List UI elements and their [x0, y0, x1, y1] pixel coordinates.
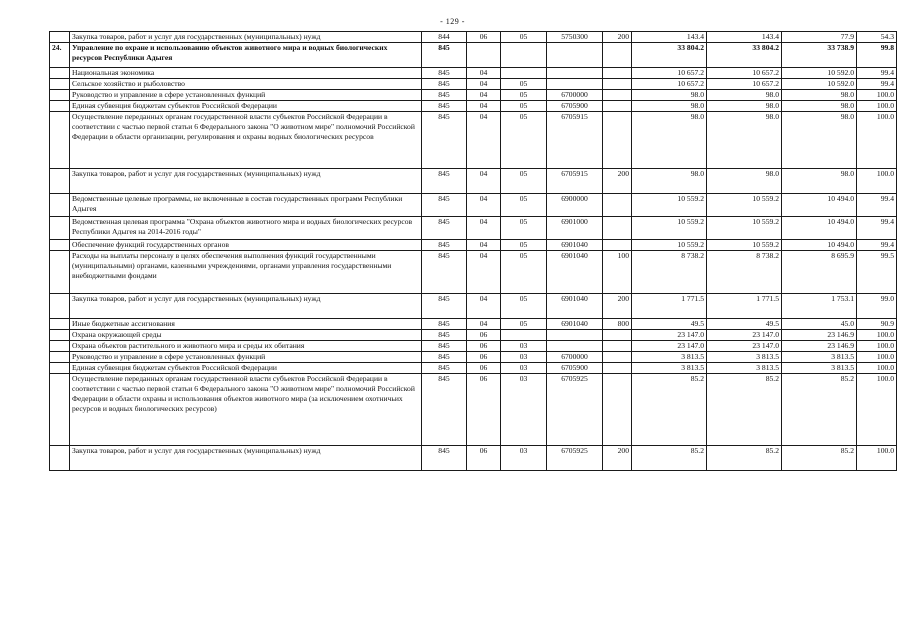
row-number-cell: [50, 330, 70, 341]
row-number-cell: [50, 446, 70, 471]
row-number-cell: [50, 319, 70, 330]
ministry-code-cell: 845: [422, 352, 467, 363]
section-code-cell: [467, 43, 501, 68]
approved-amount-cell: 23 147.0: [632, 330, 707, 341]
section-code-cell: 04: [467, 169, 501, 194]
table-row: [50, 341, 897, 352]
execution-percent-cell: 100.0: [857, 90, 897, 101]
expense-type-code-cell: [603, 112, 632, 169]
expense-type-code-cell: [603, 374, 632, 446]
table-row: [50, 251, 897, 294]
section-code-cell: 04: [467, 251, 501, 294]
expense-name-cell: Руководство и управление в сфере установленных функций: [70, 352, 422, 363]
section-code-cell: 06: [467, 363, 501, 374]
table-row: [50, 194, 897, 217]
ministry-code-cell: 845: [422, 240, 467, 251]
expense-name-cell: Единая субвенция бюджетам субъектов Российской Федерации: [70, 101, 422, 112]
section-code-cell: 06: [467, 32, 501, 43]
section-code-cell: 06: [467, 341, 501, 352]
expense-type-code-cell: 200: [603, 294, 632, 319]
target-article-code-cell: [547, 330, 603, 341]
row-number-cell: [50, 251, 70, 294]
executed-amount-cell: 33 738.9: [782, 43, 857, 68]
ministry-code-cell: 845: [422, 363, 467, 374]
approved-amount-cell: 8 738.2: [632, 251, 707, 294]
expense-type-code-cell: [603, 79, 632, 90]
row-number-cell: [50, 352, 70, 363]
ministry-code-cell: 845: [422, 68, 467, 79]
budget-list-amount-cell: 8 738.2: [707, 251, 782, 294]
executed-amount-cell: 1 753.1: [782, 294, 857, 319]
target-article-code-cell: 6705915: [547, 169, 603, 194]
budget-list-amount-cell: 98.0: [707, 101, 782, 112]
executed-amount-cell: 23 146.9: [782, 330, 857, 341]
approved-amount-cell: 49.5: [632, 319, 707, 330]
execution-percent-cell: 100.0: [857, 352, 897, 363]
expense-type-code-cell: [603, 330, 632, 341]
execution-percent-cell: 100.0: [857, 330, 897, 341]
execution-percent-cell: 100.0: [857, 374, 897, 446]
expense-name-cell: Закупка товаров, работ и услуг для государственных (муниципальных) нужд: [70, 446, 422, 471]
row-number-cell: [50, 112, 70, 169]
row-number-cell: [50, 101, 70, 112]
executed-amount-cell: 3 813.5: [782, 352, 857, 363]
row-number-cell: [50, 68, 70, 79]
budget-list-amount-cell: 49.5: [707, 319, 782, 330]
expense-type-code-cell: [603, 194, 632, 217]
target-article-code-cell: 6901040: [547, 319, 603, 330]
target-article-code-cell: 6705900: [547, 363, 603, 374]
subsection-code-cell: 05: [501, 101, 547, 112]
ministry-code-cell: 845: [422, 341, 467, 352]
expense-type-code-cell: [603, 101, 632, 112]
table-row: [50, 112, 897, 169]
table-row: [50, 217, 897, 240]
section-code-cell: 04: [467, 90, 501, 101]
executed-amount-cell: 10 592.0: [782, 79, 857, 90]
ministry-code-cell: 845: [422, 43, 467, 68]
executed-amount-cell: 98.0: [782, 90, 857, 101]
table-row: [50, 330, 897, 341]
execution-percent-cell: 100.0: [857, 446, 897, 471]
budget-list-amount-cell: 143.4: [707, 32, 782, 43]
ministry-code-cell: 845: [422, 374, 467, 446]
approved-amount-cell: 10 657.2: [632, 79, 707, 90]
expense-name-cell: Закупка товаров, работ и услуг для государственных (муниципальных) нужд: [70, 32, 422, 43]
executed-amount-cell: 8 695.9: [782, 251, 857, 294]
expense-name-cell: Осуществление переданных органам государственной власти субъектов Российской Федерации в соответствии с частью первой статьи 6 Федерального закона "О животном мире" полномочий Российской Федерации в области охраны и использования объектов животного мира (за исключением охотничьих ресурсов и водных биологических ресурсов): [70, 374, 422, 446]
expense-type-code-cell: [603, 43, 632, 68]
subsection-code-cell: [501, 330, 547, 341]
ministry-code-cell: 845: [422, 330, 467, 341]
section-code-cell: 04: [467, 294, 501, 319]
table-row: [50, 79, 897, 90]
table-row: [50, 240, 897, 251]
section-code-cell: 04: [467, 217, 501, 240]
ministry-code-cell: 845: [422, 294, 467, 319]
expense-type-code-cell: 200: [603, 32, 632, 43]
budget-list-amount-cell: 1 771.5: [707, 294, 782, 319]
subsection-code-cell: 05: [501, 240, 547, 251]
approved-amount-cell: 98.0: [632, 101, 707, 112]
executed-amount-cell: 98.0: [782, 101, 857, 112]
executed-amount-cell: 85.2: [782, 446, 857, 471]
target-article-code-cell: 6700000: [547, 352, 603, 363]
executed-amount-cell: 85.2: [782, 374, 857, 446]
subsection-code-cell: 05: [501, 217, 547, 240]
execution-percent-cell: 99.4: [857, 240, 897, 251]
budget-list-amount-cell: 10 559.2: [707, 217, 782, 240]
budget-list-amount-cell: 98.0: [707, 169, 782, 194]
execution-percent-cell: 100.0: [857, 169, 897, 194]
approved-amount-cell: 98.0: [632, 169, 707, 194]
section-code-cell: 04: [467, 112, 501, 169]
row-number-cell: [50, 363, 70, 374]
target-article-code-cell: [547, 79, 603, 90]
approved-amount-cell: 10 559.2: [632, 194, 707, 217]
subsection-code-cell: [501, 68, 547, 79]
subsection-code-cell: 03: [501, 374, 547, 446]
section-code-cell: 04: [467, 319, 501, 330]
approved-amount-cell: 85.2: [632, 446, 707, 471]
expense-type-code-cell: 800: [603, 319, 632, 330]
section-code-cell: 06: [467, 446, 501, 471]
approved-amount-cell: 3 813.5: [632, 363, 707, 374]
target-article-code-cell: [547, 43, 603, 68]
budget-list-amount-cell: 23 147.0: [707, 330, 782, 341]
target-article-code-cell: 6901000: [547, 217, 603, 240]
expense-name-cell: Обеспечение функций государственных органов: [70, 240, 422, 251]
budget-table: [49, 31, 897, 471]
budget-list-amount-cell: 33 804.2: [707, 43, 782, 68]
expense-name-cell: Охрана окружающей среды: [70, 330, 422, 341]
subsection-code-cell: 03: [501, 352, 547, 363]
executed-amount-cell: 10 494.0: [782, 194, 857, 217]
section-code-cell: 04: [467, 68, 501, 79]
ministry-code-cell: 845: [422, 101, 467, 112]
budget-list-amount-cell: 98.0: [707, 112, 782, 169]
table-row: [50, 294, 897, 319]
target-article-code-cell: [547, 68, 603, 79]
executed-amount-cell: 98.0: [782, 169, 857, 194]
table-row: [50, 374, 897, 446]
approved-amount-cell: 143.4: [632, 32, 707, 43]
row-number-cell: [50, 169, 70, 194]
section-code-cell: 04: [467, 194, 501, 217]
approved-amount-cell: 98.0: [632, 90, 707, 101]
subsection-code-cell: 03: [501, 446, 547, 471]
target-article-code-cell: 6705925: [547, 374, 603, 446]
subsection-code-cell: 05: [501, 294, 547, 319]
table-row: [50, 363, 897, 374]
table-row: [50, 32, 897, 43]
expense-type-code-cell: 100: [603, 251, 632, 294]
expense-type-code-cell: [603, 341, 632, 352]
section-code-cell: 06: [467, 352, 501, 363]
budget-list-amount-cell: 10 559.2: [707, 194, 782, 217]
table-row: [50, 352, 897, 363]
executed-amount-cell: 98.0: [782, 112, 857, 169]
execution-percent-cell: 90.9: [857, 319, 897, 330]
row-number-cell: [50, 374, 70, 446]
budget-list-amount-cell: 85.2: [707, 446, 782, 471]
row-number-cell: [50, 294, 70, 319]
executed-amount-cell: 3 813.5: [782, 363, 857, 374]
approved-amount-cell: 10 559.2: [632, 217, 707, 240]
row-number-cell: 24.: [50, 43, 70, 68]
ministry-code-cell: 845: [422, 194, 467, 217]
table-row: [50, 68, 897, 79]
table-row: [50, 319, 897, 330]
ministry-code-cell: 845: [422, 169, 467, 194]
target-article-code-cell: 6705925: [547, 446, 603, 471]
execution-percent-cell: 54.3: [857, 32, 897, 43]
expense-name-cell: Осуществление переданных органам государственной власти субъектов Российской Федерации в соответствии с частью первой статьи 6 Федерального закона "О животном мире" полномочий Российской Федерации в области организации, регулирования и охраны водных биологических ресурсов: [70, 112, 422, 169]
target-article-code-cell: 6705900: [547, 101, 603, 112]
row-number-cell: [50, 79, 70, 90]
target-article-code-cell: 6900000: [547, 194, 603, 217]
expense-type-code-cell: 200: [603, 169, 632, 194]
approved-amount-cell: 10 657.2: [632, 68, 707, 79]
budget-list-amount-cell: 10 657.2: [707, 79, 782, 90]
execution-percent-cell: 100.0: [857, 112, 897, 169]
execution-percent-cell: 99.4: [857, 68, 897, 79]
approved-amount-cell: 1 771.5: [632, 294, 707, 319]
subsection-code-cell: 05: [501, 194, 547, 217]
expense-type-code-cell: 200: [603, 446, 632, 471]
target-article-code-cell: 5750300: [547, 32, 603, 43]
budget-list-amount-cell: 3 813.5: [707, 352, 782, 363]
section-code-cell: 04: [467, 240, 501, 251]
ministry-code-cell: 845: [422, 112, 467, 169]
budget-list-amount-cell: 23 147.0: [707, 341, 782, 352]
expense-name-cell: Охрана объектов растительного и животного мира и среды их обитания: [70, 341, 422, 352]
executed-amount-cell: 77.9: [782, 32, 857, 43]
approved-amount-cell: 33 804.2: [632, 43, 707, 68]
section-code-cell: 04: [467, 79, 501, 90]
subsection-code-cell: 05: [501, 169, 547, 194]
subsection-code-cell: 05: [501, 79, 547, 90]
ministry-code-cell: 845: [422, 90, 467, 101]
approved-amount-cell: 23 147.0: [632, 341, 707, 352]
target-article-code-cell: 6705915: [547, 112, 603, 169]
target-article-code-cell: 6700000: [547, 90, 603, 101]
expense-name-cell: Управление по охране и использованию объектов животного мира и водных биологических ресурсов Республики Адыгея: [70, 43, 422, 68]
executed-amount-cell: 10 494.0: [782, 217, 857, 240]
subsection-code-cell: 05: [501, 319, 547, 330]
row-number-cell: [50, 90, 70, 101]
execution-percent-cell: 100.0: [857, 101, 897, 112]
budget-list-amount-cell: 10 657.2: [707, 68, 782, 79]
execution-percent-cell: 99.4: [857, 217, 897, 240]
target-article-code-cell: 6901040: [547, 251, 603, 294]
approved-amount-cell: 10 559.2: [632, 240, 707, 251]
execution-percent-cell: 99.5: [857, 251, 897, 294]
budget-table-body: [50, 32, 897, 471]
page-number: - 129 -: [440, 17, 465, 26]
target-article-code-cell: 6901040: [547, 294, 603, 319]
approved-amount-cell: 3 813.5: [632, 352, 707, 363]
expense-type-code-cell: [603, 90, 632, 101]
expense-type-code-cell: [603, 68, 632, 79]
budget-list-amount-cell: 10 559.2: [707, 240, 782, 251]
row-number-cell: [50, 341, 70, 352]
expense-name-cell: Закупка товаров, работ и услуг для государственных (муниципальных) нужд: [70, 294, 422, 319]
ministry-code-cell: 845: [422, 217, 467, 240]
target-article-code-cell: 6901040: [547, 240, 603, 251]
execution-percent-cell: 99.4: [857, 194, 897, 217]
subsection-code-cell: 03: [501, 341, 547, 352]
ministry-code-cell: 845: [422, 319, 467, 330]
subsection-code-cell: 05: [501, 90, 547, 101]
expense-type-code-cell: [603, 352, 632, 363]
budget-list-amount-cell: 98.0: [707, 90, 782, 101]
row-number-cell: [50, 32, 70, 43]
row-number-cell: [50, 217, 70, 240]
execution-percent-cell: 99.0: [857, 294, 897, 319]
expense-name-cell: Иные бюджетные ассигнования: [70, 319, 422, 330]
expense-type-code-cell: [603, 240, 632, 251]
executed-amount-cell: 10 592.0: [782, 68, 857, 79]
ministry-code-cell: 845: [422, 79, 467, 90]
subsection-code-cell: [501, 43, 547, 68]
subsection-code-cell: 05: [501, 112, 547, 169]
budget-list-amount-cell: 85.2: [707, 374, 782, 446]
expense-name-cell: Расходы на выплаты персоналу в целях обеспечения выполнения функций государственными (муниципальными) органами, казенными учреждениями, органами управления государственными внебюджетными фондами: [70, 251, 422, 294]
expense-name-cell: Национальная экономика: [70, 68, 422, 79]
ministry-code-cell: 844: [422, 32, 467, 43]
ministry-code-cell: 845: [422, 446, 467, 471]
expense-name-cell: Руководство и управление в сфере установленных функций: [70, 90, 422, 101]
execution-percent-cell: 99.8: [857, 43, 897, 68]
expense-name-cell: Единая субвенция бюджетам субъектов Российской Федерации: [70, 363, 422, 374]
target-article-code-cell: [547, 341, 603, 352]
table-row: [50, 90, 897, 101]
budget-list-amount-cell: 3 813.5: [707, 363, 782, 374]
expense-name-cell: Ведомственная целевая программа "Охрана объектов животного мира и водных биологических ресурсов Республики Адыгея на 2014-2016 годы": [70, 217, 422, 240]
expense-type-code-cell: [603, 363, 632, 374]
executed-amount-cell: 45.0: [782, 319, 857, 330]
table-row: [50, 169, 897, 194]
section-code-cell: 04: [467, 101, 501, 112]
table-row: [50, 446, 897, 471]
expense-name-cell: Сельское хозяйство и рыболовство: [70, 79, 422, 90]
expense-name-cell: Ведомственные целевые программы, не включенные в состав государственных программ Республики Адыгея: [70, 194, 422, 217]
section-code-cell: 06: [467, 330, 501, 341]
execution-percent-cell: 99.4: [857, 79, 897, 90]
approved-amount-cell: 98.0: [632, 112, 707, 169]
subsection-code-cell: 05: [501, 32, 547, 43]
table-row: [50, 101, 897, 112]
table-row: [50, 43, 897, 68]
row-number-cell: [50, 194, 70, 217]
executed-amount-cell: 10 494.0: [782, 240, 857, 251]
row-number-cell: [50, 240, 70, 251]
executed-amount-cell: 23 146.9: [782, 341, 857, 352]
section-code-cell: 06: [467, 374, 501, 446]
execution-percent-cell: 100.0: [857, 341, 897, 352]
ministry-code-cell: 845: [422, 251, 467, 294]
expense-type-code-cell: [603, 217, 632, 240]
execution-percent-cell: 100.0: [857, 363, 897, 374]
approved-amount-cell: 85.2: [632, 374, 707, 446]
subsection-code-cell: 05: [501, 251, 547, 294]
subsection-code-cell: 03: [501, 363, 547, 374]
expense-name-cell: Закупка товаров, работ и услуг для государственных (муниципальных) нужд: [70, 169, 422, 194]
